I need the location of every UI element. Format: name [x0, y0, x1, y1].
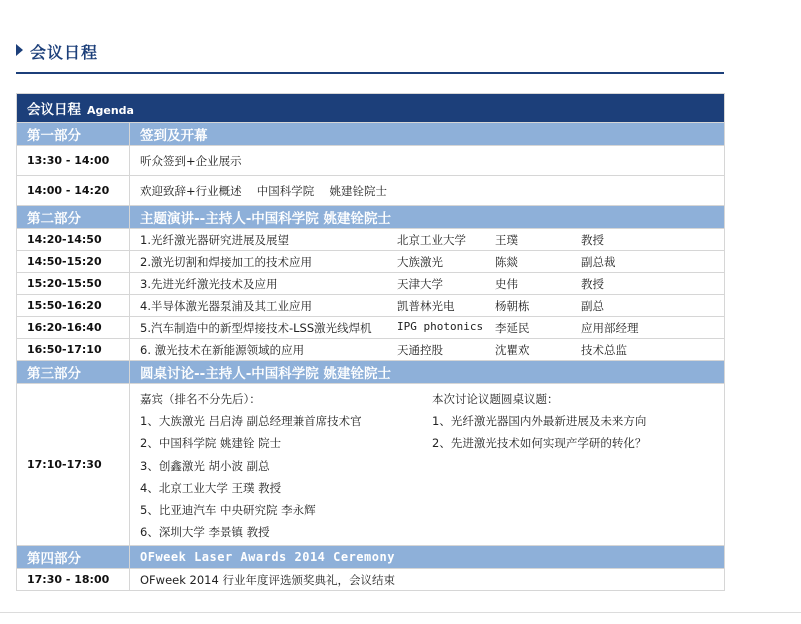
- talk-speaker: 王璞: [495, 232, 518, 247]
- section-title: [130, 546, 725, 569]
- talk-topic: 1.光纤激光器研究进展及展望: [140, 232, 289, 247]
- agenda-title-zh: 会议日程: [27, 102, 81, 118]
- talk-cell: [130, 229, 725, 251]
- talk-role: 技术总监: [581, 342, 627, 357]
- talk-role: 副总裁: [581, 254, 616, 269]
- time-cell: 17:10-17:30: [17, 384, 130, 546]
- table-row: [17, 317, 725, 339]
- agenda-table: [16, 93, 725, 591]
- list-item: 1、大族激光 吕启涛 副总经理兼首席技术官: [140, 414, 362, 429]
- talk-cell: [130, 273, 725, 295]
- talk-speaker: 史伟: [495, 276, 518, 291]
- talk-org: 北京工业大学: [397, 232, 466, 247]
- item-text: OFweek 2014 行业年度评选颁奖典礼，会议结束: [130, 569, 725, 591]
- talk-org: 凯普林光电: [397, 298, 455, 313]
- talk-cell: [130, 317, 725, 339]
- table-row: [17, 339, 725, 361]
- section-title: 圆桌讨论--主持人-中国科学院 姚建铨院士: [130, 361, 725, 384]
- talk-topic: 4.半导体激光器泵浦及其工业应用: [140, 298, 312, 313]
- list-item: 3、创鑫激光 胡小波 副总: [140, 458, 270, 473]
- list-item: 2、中国科学院 姚建铨 院士: [140, 436, 282, 451]
- section-header: [17, 123, 725, 146]
- time-cell: 16:50-17:10: [17, 339, 130, 361]
- section-header: [17, 546, 725, 569]
- talk-topic: 3.先进光纤激光技术及应用: [140, 276, 278, 291]
- talk-org: 天津大学: [397, 276, 443, 291]
- table-row: [17, 251, 725, 273]
- item-text: 听众签到+企业展示: [130, 146, 725, 176]
- table-row: [17, 146, 725, 176]
- list-item: 6、深圳大学 李景镇 教授: [140, 525, 270, 540]
- talk-topic: 5.汽车制造中的新型焊接技术-LSS激光线焊机: [140, 320, 372, 335]
- talk-topic: 6. 激光技术在新能源领域的应用: [140, 342, 305, 357]
- talk-topic: 2.激光切割和焊接加工的技术应用: [140, 254, 312, 269]
- time-cell: 15:50-16:20: [17, 295, 130, 317]
- agenda-title-row: [17, 94, 725, 123]
- talk-cell: [130, 295, 725, 317]
- talk-org: 天通控股: [397, 342, 443, 357]
- time-cell: 13:30 - 14:00: [17, 146, 130, 176]
- item-text: 欢迎致辞+行业概述 中国科学院 姚建铨院士: [130, 176, 725, 206]
- talk-speaker: 沈瞿欢: [495, 342, 530, 357]
- table-row: [17, 384, 725, 546]
- time-cell: 16:20-16:40: [17, 317, 130, 339]
- section-label: 第一部分: [17, 123, 130, 146]
- triangle-right-icon: [16, 44, 23, 56]
- table-row: [17, 273, 725, 295]
- talk-speaker: 杨朝栋: [495, 298, 530, 313]
- table-row: [17, 295, 725, 317]
- talk-role: 副总: [581, 298, 604, 313]
- guest-list: [140, 388, 432, 543]
- section-title-text: OFweek Laser Awards 2014 Ceremony: [140, 550, 395, 565]
- time-cell: 17:30 - 18:00: [17, 569, 130, 591]
- topic-list-title: 本次讨论议题圆桌议题：: [432, 392, 559, 406]
- list-item: 4、北京工业大学 王璞 教授: [140, 480, 282, 495]
- talk-org: 大族激光: [397, 254, 443, 269]
- table-row: [17, 229, 725, 251]
- agenda-title-en: Agenda: [87, 104, 134, 117]
- table-row: [17, 569, 725, 591]
- talk-role: 应用部经理: [581, 320, 639, 335]
- section-title: 签到及开幕: [130, 123, 725, 146]
- section-label: 第二部分: [17, 206, 130, 229]
- time-cell: 14:00 - 14:20: [17, 176, 130, 206]
- guest-list-title: 嘉宾（排名不分先后）：: [140, 392, 261, 406]
- topic-list: [432, 388, 646, 543]
- talk-speaker: 陈燚: [495, 254, 518, 269]
- agenda-title: [17, 94, 725, 123]
- section-header: [17, 206, 725, 229]
- section-title: 主题演讲--主持人-中国科学院 姚建铨院士: [130, 206, 725, 229]
- talk-org: IPG photonics: [397, 319, 484, 333]
- time-cell: 14:20-14:50: [17, 229, 130, 251]
- section-header: [17, 361, 725, 384]
- talk-role: 教授: [581, 276, 604, 291]
- section-label: 第三部分: [17, 361, 130, 384]
- footer-divider: [0, 612, 801, 613]
- talk-role: 教授: [581, 232, 604, 247]
- section-label: 第四部分: [17, 546, 130, 569]
- page-header: [16, 40, 724, 74]
- list-item: 1、光纤激光器国内外最新进展及未来方向: [432, 414, 647, 429]
- talk-cell: [130, 339, 725, 361]
- time-cell: 14:50-15:20: [17, 251, 130, 273]
- talk-speaker: 李延民: [495, 320, 530, 335]
- time-cell: 15:20-15:50: [17, 273, 130, 295]
- roundtable-cell: [130, 384, 725, 546]
- list-item: 5、比亚迪汽车 中央研究院 李永辉: [140, 503, 316, 518]
- list-item: 2、先进激光技术如何实现产学研的转化？: [432, 436, 647, 451]
- talk-cell: [130, 251, 725, 273]
- page-title: 会议日程: [30, 43, 99, 62]
- table-row: [17, 176, 725, 206]
